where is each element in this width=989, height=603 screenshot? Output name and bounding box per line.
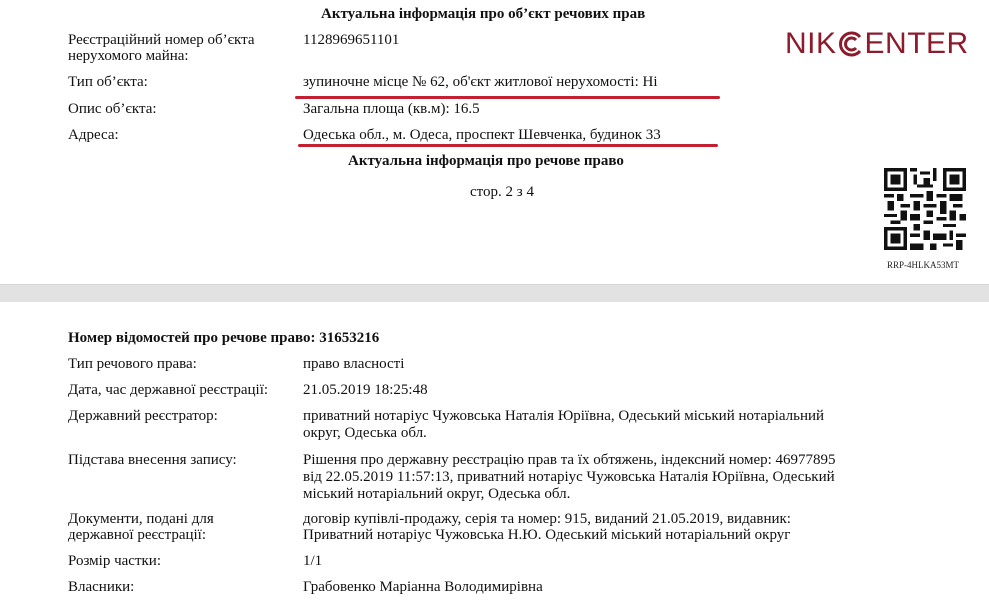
address-label: Адреса:	[68, 127, 119, 143]
entry-basis-value-line1: Рішення про державну реєстрацію прав та їх обтяжень, індексний номер: 46977895	[303, 452, 836, 468]
address-value: Одеська обл., м. Одеса, проспект Шевченка, будинок 33	[303, 127, 661, 143]
document-page-2	[0, 0, 989, 284]
object-description-value: Загальна площа (кв.м): 16.5	[303, 101, 480, 117]
logo-text-right: ENTER	[864, 27, 969, 60]
registration-date-value: 21.05.2019 18:25:48	[303, 382, 428, 398]
documents-label-line1: Документи, подані для	[68, 511, 214, 527]
owners-value: Грабовенко Маріанна Володимирівна	[303, 579, 543, 595]
object-description-label: Опис об’єкта:	[68, 101, 157, 117]
right-type-label: Тип речового права:	[68, 356, 197, 372]
qr-code-icon	[884, 168, 966, 250]
record-number-title: Номер відомостей про речове право: 31653216	[68, 330, 380, 346]
highlight-underline	[298, 144, 718, 147]
right-info-title: Актуальна інформація про речове право	[348, 153, 624, 169]
documents-label-line2: державної реєстрації:	[68, 527, 207, 543]
registration-date-label: Дата, час державної реєстрації:	[68, 382, 269, 398]
documents-value-line2: Приватний нотаріус Чужовська Н.Ю. Одеський міський нотаріальний округ	[303, 527, 791, 543]
documents-value-line1: договір купівлі-продажу, серія та номер: 915, виданий 21.05.2019, видавник:	[303, 511, 791, 527]
reg-number-value: 1128969651101	[303, 32, 400, 48]
nikcenter-logo	[785, 27, 969, 61]
registrar-label: Державний реєстратор:	[68, 408, 218, 424]
entry-basis-label: Підстава внесення запису:	[68, 452, 237, 468]
entry-basis-value-line2: від 22.05.2019 11:57:13, приватний нотаріус Чужовська Наталія Юріївна, Одеський	[303, 469, 835, 485]
document-page-3	[0, 302, 989, 603]
page-separator	[0, 284, 989, 303]
registrar-value-line2: округ, Одеська обл.	[303, 425, 427, 441]
logo-text-left: NIK	[785, 27, 837, 60]
right-type-value: право власності	[303, 356, 405, 372]
reg-number-label-line2: нерухомого майна:	[68, 48, 189, 64]
logo-c-icon	[838, 31, 864, 57]
highlight-underline	[295, 96, 720, 99]
reg-number-label-line1: Реєстраційний номер об’єкта	[68, 32, 255, 48]
registrar-value-line1: приватний нотаріус Чужовська Наталія Юріївна, Одеський міський нотаріальний	[303, 408, 825, 424]
object-type-label: Тип об’єкта:	[68, 74, 148, 90]
object-type-value: зупиночне місце № 62, об'єкт житлової нерухомості: Ні	[303, 74, 658, 90]
object-info-title: Актуальна інформація про об’єкт речових прав	[321, 6, 646, 22]
owners-label: Власники:	[68, 579, 135, 595]
share-size-label: Розмір частки:	[68, 553, 161, 569]
share-size-value: 1/1	[303, 553, 323, 569]
entry-basis-value-line3: міський нотаріальний округ, Одеська обл.	[303, 486, 571, 502]
page-number: стор. 2 з 4	[470, 184, 534, 200]
qr-code-id: RRP-4HLKA53MT	[887, 260, 960, 270]
